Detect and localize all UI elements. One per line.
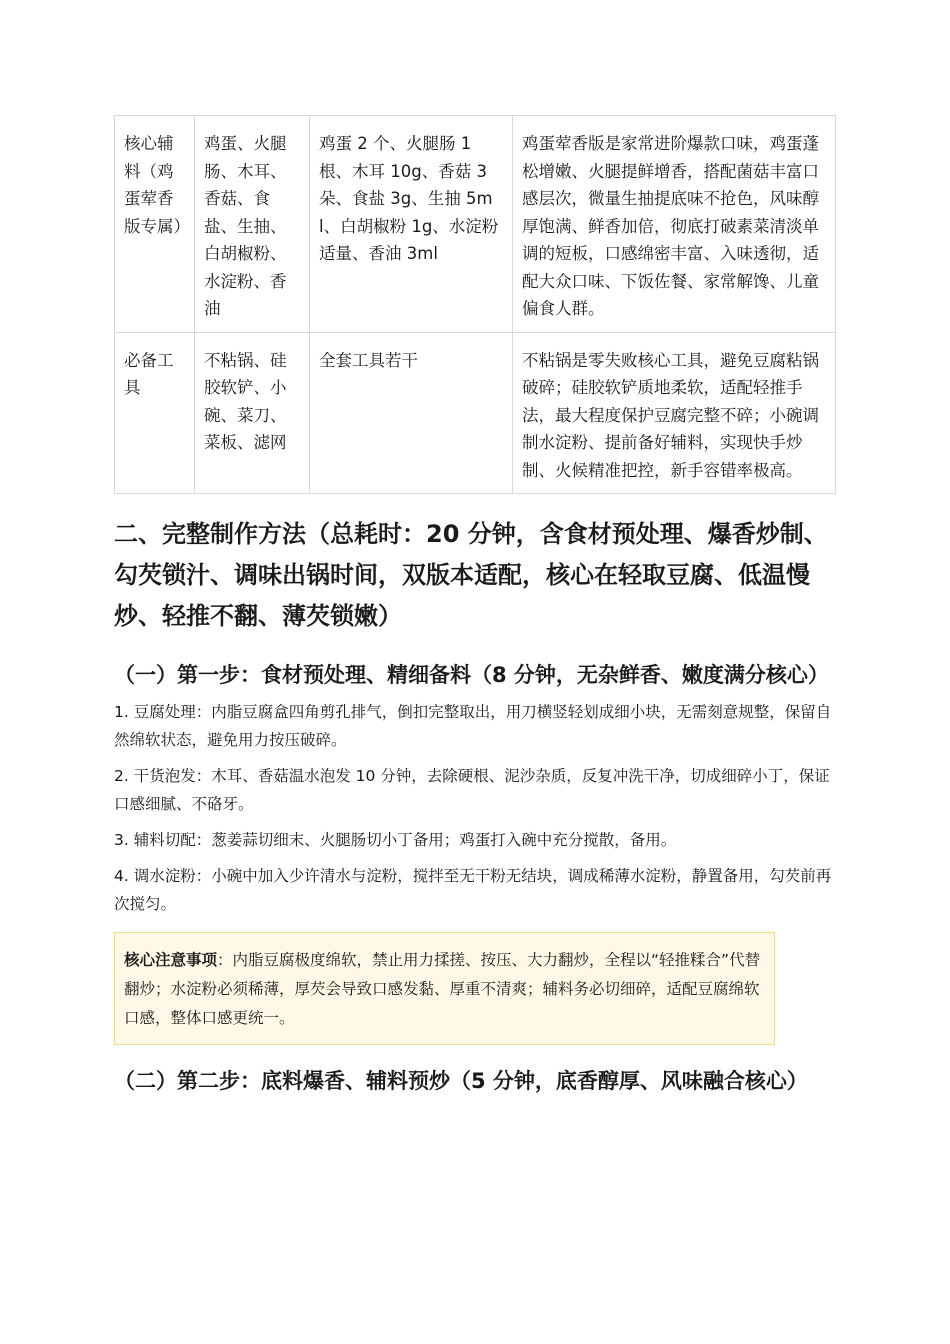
table-cell-items: 鸡蛋、火腿肠、木耳、香菇、食盐、生抽、白胡椒粉、水淀粉、香油 — [195, 116, 310, 333]
table-cell-amount: 鸡蛋 2 个、火腿肠 1 根、木耳 10g、香菇 3 朵、食盐 3g、生抽 5ml、白胡椒粉 1g、水淀粉适量、香油 3ml — [310, 116, 513, 333]
step-list — [114, 698, 836, 918]
table-cell-category: 核心辅料（鸡蛋荤香版专属） — [115, 116, 195, 333]
ingredients-table — [114, 115, 836, 494]
list-item: 1. 豆腐处理：内脂豆腐盒四角剪孔排气，倒扣完整取出，用刀横竖轻划成细小块，无需刻意规整，保留自然绵软状态，避免用力按压破碎。 — [114, 703, 832, 749]
list-item: 3. 辅料切配：葱姜蒜切细末、火腿肠切小丁备用；鸡蛋打入碗中充分搅散，备用。 — [114, 831, 677, 849]
section-heading: 二、完整制作方法（总耗时：20 分钟，含食材预处理、爆香炒制、勾芡锁汁、调味出锅时间，双版本适配，核心在轻取豆腐、低温慢炒、轻推不翻、薄芡锁嫩） — [114, 520, 828, 630]
step-heading: （二）第二步：底料爆香、辅料预炒（5 分钟，底香醇厚、风味融合核心） — [114, 1069, 808, 1093]
table-cell-description: 鸡蛋荤香版是家常进阶爆款口味，鸡蛋蓬松增嫩、火腿提鲜增香，搭配菌菇丰富口感层次，微量生抽提底味不抢色，风味醇厚饱满、鲜香加倍，彻底打破素菜清淡单调的短板，口感绵密丰富、入味透彻，适配大众口味、下饭佐餐、家常解馋、儿童偏食人群。 — [513, 116, 836, 333]
step-heading: （一）第一步：食材预处理、精细备料（8 分钟，无杂鲜香、嫩度满分核心） — [114, 663, 829, 687]
list-item: 2. 干货泡发：木耳、香菇温水泡发 10 分钟，去除硬根、泥沙杂质，反复冲洗干净，切成细碎小丁，保证口感细腻、不硌牙。 — [114, 767, 830, 813]
list-item: 4. 调水淀粉：小碗中加入少许清水与淀粉，搅拌至无干粉无结块，调成稀薄水淀粉，静置备用，勾芡前再次搅匀。 — [114, 867, 832, 913]
note-label: 核心注意事项 — [124, 951, 218, 969]
note-callout — [114, 932, 775, 1045]
table-cell-items: 不粘锅、硅胶软铲、小碗、菜刀、菜板、滤网 — [195, 332, 310, 494]
table-cell-amount: 全套工具若干 — [310, 332, 513, 494]
table-cell-category: 必备工具 — [115, 332, 195, 494]
document-page — [114, 115, 836, 1100]
table-row — [115, 116, 836, 333]
table-cell-description: 不粘锅是零失败核心工具，避免豆腐粘锅破碎；硅胶软铲质地柔软，适配轻推手法，最大程度保护豆腐完整不碎；小碗调制水淀粉、提前备好辅料，实现快手炒制、火候精准把控，新手容错率极高。 — [513, 332, 836, 494]
note-text: ：内脂豆腐极度绵软，禁止用力揉搓、按压、大力翻炒，全程以“轻推糅合”代替翻炒；水淀粉必须稀薄，厚芡会导致口感发黏、厚重不清爽；辅料务必切细碎，适配豆腐绵软口感，整体口感更统一。 — [124, 951, 761, 1027]
table-row — [115, 332, 836, 494]
